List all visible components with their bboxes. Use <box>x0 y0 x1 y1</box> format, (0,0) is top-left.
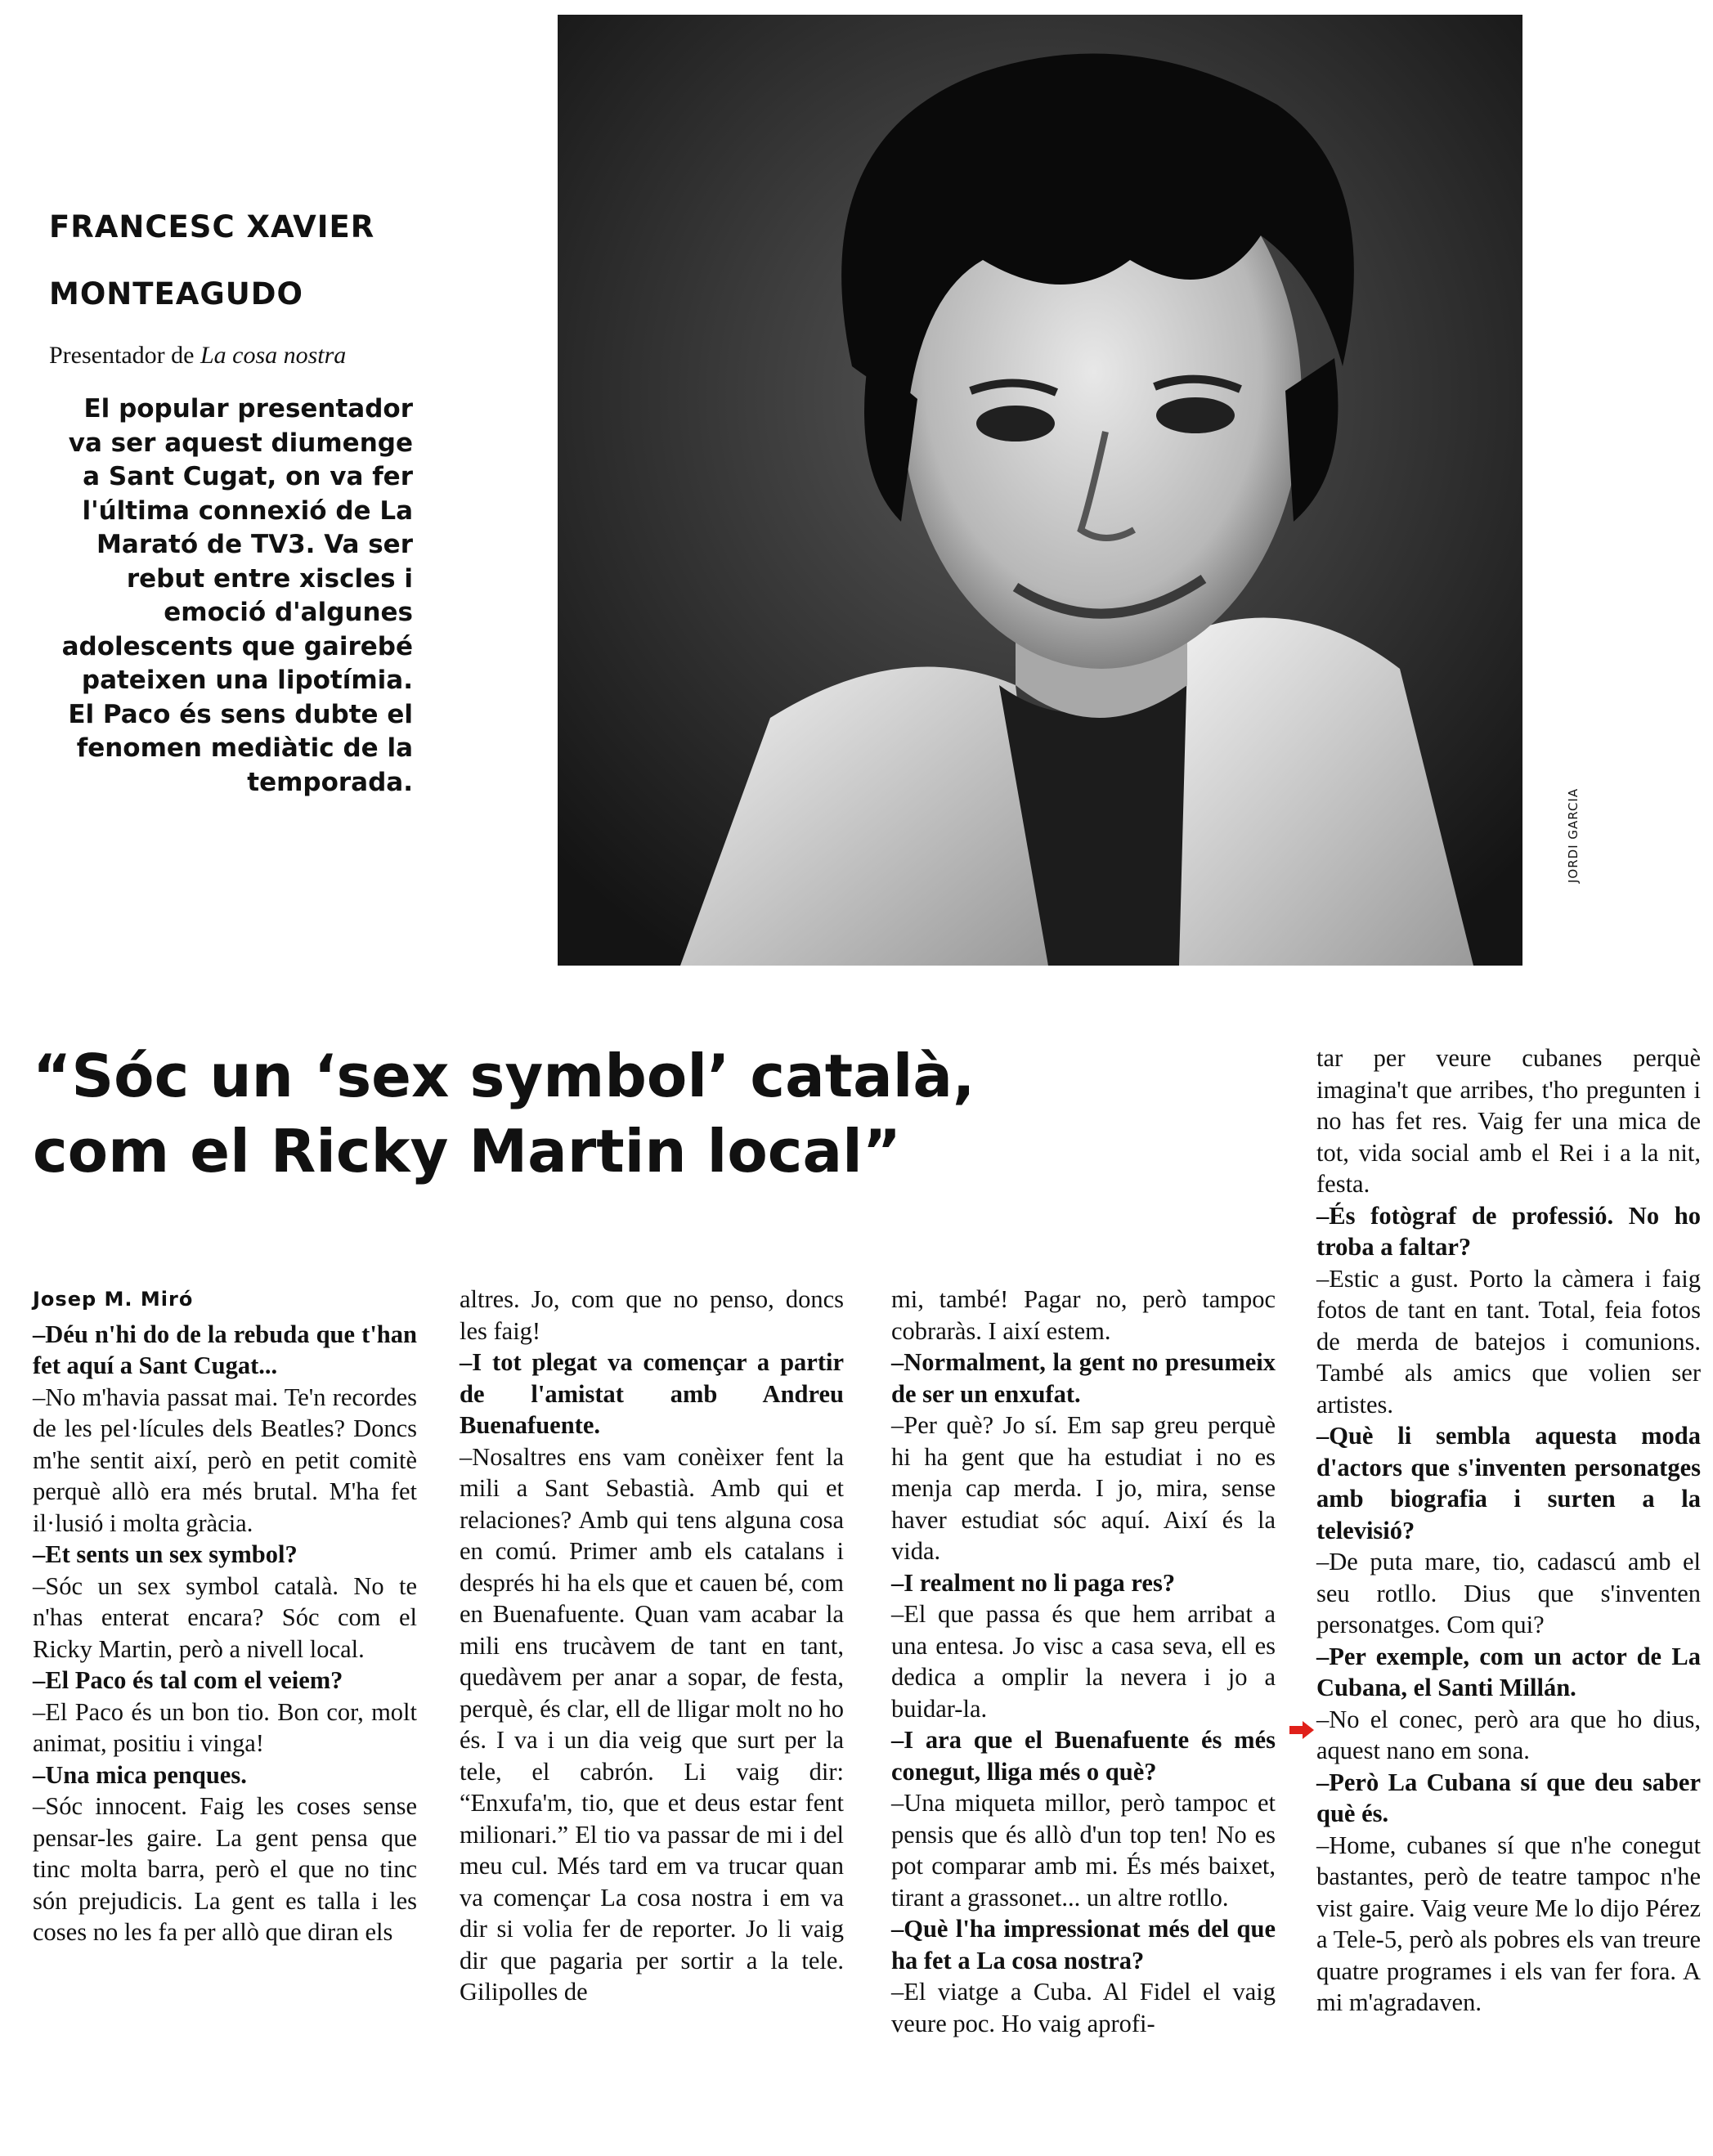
interview-question: –Una mica penques. <box>33 1760 247 1789</box>
interview-answer: –El que passa és que hem arribat a una entesa. Jo visc a casa seva, ell es dedica a omplir la nevera i jo a buidar-la. <box>891 1600 1276 1723</box>
interview-answer: –Sóc innocent. Faig les coses sense pensar-les gaire. La gent pensa que tinc molta barra, però el que no tinc són prejudicis. La gent es talla i les coses no les fa per allò que diran els <box>33 1792 417 1946</box>
interview-question: –Normalment, la gent no presumeix de ser un enxufat. <box>891 1348 1276 1408</box>
interview-question: –Déu n'hi do de la rebuda que t'han fet aquí a Sant Cugat... <box>33 1320 417 1379</box>
interview-answer: mi, també! Pagar no, però tampoc cobraràs. I així estem. <box>891 1285 1276 1345</box>
lede-paragraph: El popular presentador va ser aquest diumenge a Sant Cugat, on va fer l'última connexió de La Marató de TV3. Va ser rebut entre xiscles i emoció d'algunes adolescents que gairebé pateixen una lipotímia. El Paco és sens dubte el fenomen mediàtic de la temporada. <box>61 394 413 797</box>
interviewee-name-line1: FRANCESC XAVIER <box>49 209 375 244</box>
interview-question: –I realment no li paga res? <box>891 1568 1176 1597</box>
interview-answer: –Home, cubanes sí que n'he conegut bastantes, però de teatre tampoc n'he vist gaire. Vaig veure Me lo dijo Pérez a Tele-5, però als pobres els van treure quatre programes i els van fer fora. A mi m'agradaven. <box>1316 1831 1701 2016</box>
interview-question: –El Paco és tal com el veiem? <box>33 1666 343 1694</box>
red-arrow-icon <box>1289 1721 1314 1739</box>
interview-answer: –Nosaltres ens vam conèixer fent la mili a Sant Sebastià. Amb qui et relaciones? Amb qui tens alguna cosa en comú. Primer amb els catalans i després hi ha els que et cauen bé, com en Buenafuente. Quan vam acabar la mili ens trucàvem de tant en tant, quedàvem per anar a sopar, de festa, perquè, és clar, ell de lligar molt no ho és. I va i un dia veig que surt per la tele, el cabrón. Li vaig dir: “Enxufa'm, tio, que et deus estar fent milionari.” El tio va passar de mi i del meu cul. Més tard em va trucar quan va començar La cosa nostra i em va dir si volia fer de reporter. Jo li vaig dir que pagaria per sortir a la tele. Gilipolles de <box>460 1442 844 2006</box>
interview-answer: –Sóc un sex symbol català. No te n'has enterat encara? Sóc com el Ricky Martin, però a nivell local. <box>33 1571 417 1663</box>
interview-question: –És fotògraf de professió. No ho troba a faltar? <box>1316 1201 1701 1261</box>
interviewee-name-line2: MONTEAGUDO <box>49 276 303 312</box>
article-column-4 <box>1316 1042 1701 2019</box>
interview-question: –Què li sembla aquesta moda d'actors que s'inventen personatges amb biografia i surten a la televisió? <box>1316 1422 1701 1544</box>
interview-question: –Què l'ha impressionat més del que ha fet a La cosa nostra? <box>891 1915 1276 1974</box>
interview-question: –I ara que el Buenafuente és més conegut, lliga més o què? <box>891 1726 1276 1786</box>
interview-question: –Per exemple, com un actor de La Cubana, el Santi Millán. <box>1316 1642 1701 1701</box>
interview-answer: –Per què? Jo sí. Em sap greu perquè hi ha gent que ha estudiat i no es menja cap merda. I jo, mira, sense haver estudiat sóc aquí. Així és la vida. <box>891 1411 1276 1565</box>
role-show: La cosa nostra <box>200 342 347 369</box>
headline-line1: “Sóc un ‘sex symbol’ català, <box>33 1042 975 1110</box>
headline <box>33 1038 1292 1189</box>
interview-question: –Et sents un sex symbol? <box>33 1540 298 1568</box>
interview-answer: –El Paco és un bon tio. Bon cor, molt animat, positiu i vinga! <box>33 1697 417 1757</box>
interviewee-role <box>49 342 346 370</box>
interview-answer: –No el conec, però ara que ho dius, aquest nano em sona. <box>1316 1705 1701 1764</box>
interview-answer: –De puta mare, tio, cadascú amb el seu rotllo. Dius que s'inventen personatges. Com qui? <box>1316 1548 1701 1638</box>
article-column-2 <box>460 1284 844 2008</box>
interview-answer: tar per veure cubanes perquè imagina't que arribes, t'ho pregunten i no has fet res. Vaig fer una mica de tot, vida social amb el Rei i a la nit, festa. <box>1316 1044 1701 1198</box>
interview-answer: –Estic a gust. Porto la càmera i faig fotos de tant en tant. Total, feia fotos de merda de batejos i comunions. També als amics que volien ser artistes. <box>1316 1264 1701 1419</box>
interview-question: –Però La Cubana sí que deu saber què és. <box>1316 1768 1701 1827</box>
role-prefix: Presentador de <box>49 342 195 369</box>
article-author: Josep M. Miró <box>33 1288 194 1311</box>
interview-answer: –Una miqueta millor, però tampoc et pensis que és allò d'un top ten! No es pot comparar amb mi. És més baixet, tirant a grassonet... un altre rotllo. <box>891 1789 1276 1912</box>
portrait-illustration <box>558 15 1522 966</box>
interview-answer: –El viatge a Cuba. Al Fidel el vaig veure poc. Ho vaig aprofi- <box>891 1978 1276 2037</box>
photo-credit: JORDI GARCIA <box>1566 787 1581 883</box>
article-column-1 <box>33 1284 417 1948</box>
interview-answer: –No m'havia passat mai. Te'n recordes de les pel·lícules dels Beatles? Doncs m'he sentit així, però en petit comitè perquè allò era més brutal. M'ha fet il·lusió i molta gràcia. <box>33 1383 417 1537</box>
headline-line2: com el Ricky Martin local” <box>33 1117 902 1186</box>
article-column-3 <box>891 1284 1276 2039</box>
interview-question: –I tot plegat va començar a partir de l'amistat amb Andreu Buenafuente. <box>460 1348 844 1439</box>
portrait-photo <box>558 15 1522 966</box>
interview-answer: altres. Jo, com que no penso, doncs les faig! <box>460 1285 844 1345</box>
